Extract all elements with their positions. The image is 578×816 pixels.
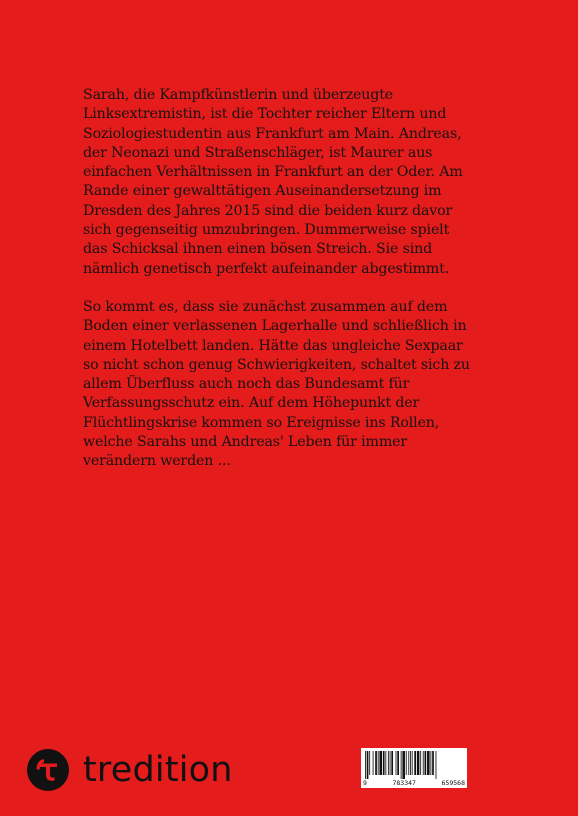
- barcode-bar: [401, 751, 402, 779]
- barcode-bar: [420, 751, 421, 775]
- barcode-bar: [385, 751, 386, 775]
- barcode-bar: [430, 751, 431, 775]
- barcode-bar: [408, 751, 409, 775]
- barcode-bar: [388, 751, 389, 775]
- barcode-bar: [369, 751, 370, 775]
- barcode-bar: [396, 751, 397, 775]
- barcode-bar: [402, 751, 405, 779]
- barcode-bar: [410, 751, 411, 775]
- barcode-bar: [436, 751, 437, 779]
- barcode-digits: [363, 779, 465, 787]
- barcode-bar: [432, 751, 434, 775]
- barcode-bar: [373, 751, 374, 775]
- barcode-bar: [412, 751, 413, 775]
- barcode-bar: [427, 751, 430, 775]
- barcode-bar: [391, 751, 393, 775]
- blurb-paragraph-2: So kommt es, dass sie zunächst zusammen auf dem Boden einer verlassenen Lagerhalle und schließlich in einem Hotelbett landen. Hätte das ungleiche Sexpaar so nicht schon genug Schwierigkeiten, schaltet sich zu allem Überfluss auch noch das Bundesamt für Verfassungsschutz ein. Auf dem Höhepunkt der Flüchtlingskrise kommen so Ereignisse ins Rollen, welche Sarahs und Andreas' Leben für immer verändern werden ...: [83, 298, 470, 470]
- publisher-logo: [27, 748, 233, 792]
- barcode-digit-group-2: 659568: [441, 779, 465, 787]
- barcode-bars: [365, 751, 463, 779]
- barcode-bar: [365, 751, 366, 779]
- barcode-bar: [397, 751, 399, 775]
- tredition-t-logo-icon: [27, 749, 69, 791]
- barcode-bar: [414, 751, 416, 775]
- barcode-bar: [378, 751, 379, 775]
- barcode-bar: [417, 751, 420, 775]
- barcode-bar: [425, 751, 427, 775]
- barcode-bar: [379, 751, 382, 775]
- barcode-digit-lead: 9: [363, 779, 367, 787]
- barcode-bar: [390, 751, 391, 775]
- barcode-bar: [406, 751, 407, 775]
- barcode-bar: [367, 751, 369, 779]
- barcode-bar: [375, 751, 377, 775]
- barcode-digit-group-1: 783347: [392, 779, 416, 787]
- book-blurb: [83, 86, 503, 491]
- barcode-bar: [383, 751, 385, 775]
- isbn-barcode: [361, 748, 467, 788]
- barcode-bar: [423, 751, 424, 775]
- blurb-paragraph-1: Sarah, die Kampfkünstlerin und überzeugte Linksextremistin, ist die Tochter reicher Eltern und Soziologiestudentin aus Frankfurt am Main. Andreas, der Neonazi und Straßenschläger, ist Maurer aus einfachen Verhältnissen in Frankfurt an der Oder. Am Rande einer gewalttätigen Auseinandersetzung im Dresden des Jahres 2015 sind die beiden kurz davor sich gegenseitig umzubringen. Dummerweise spielt das Schicksal ihnen einen bösen Streich. Sie sind nämlich genetisch perfekt aufeinander abgestimmt.: [83, 87, 463, 277]
- publisher-name: tredition: [83, 750, 233, 790]
